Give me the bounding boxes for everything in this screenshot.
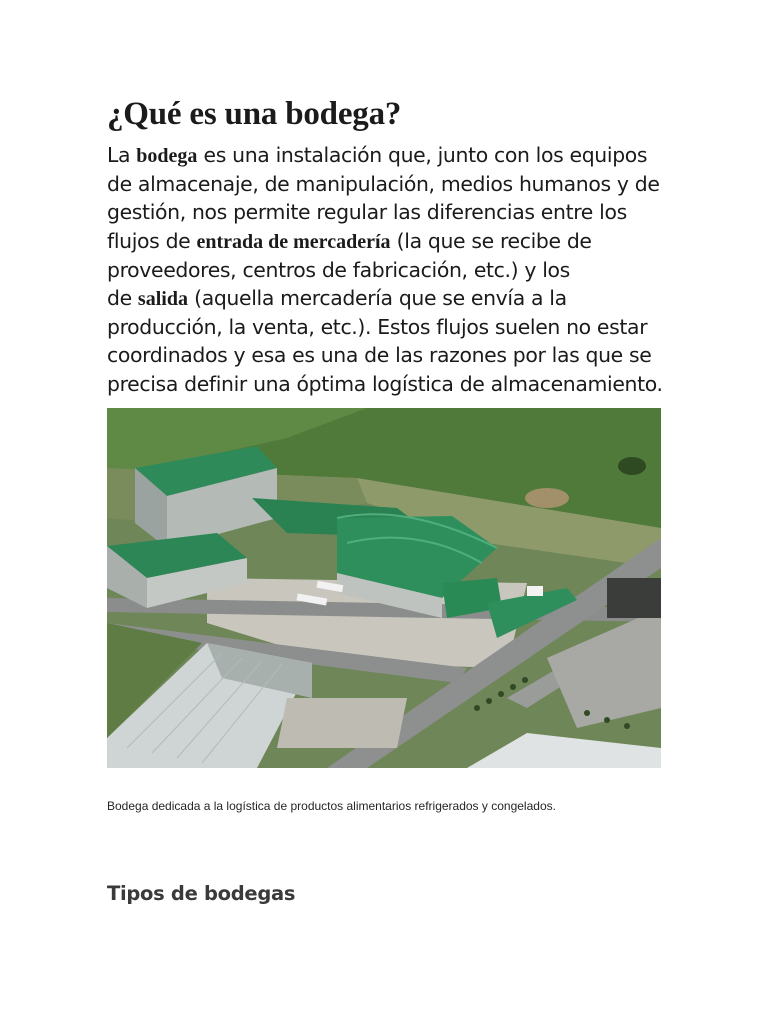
text-run: es una instalación que, junto con los equipos bbox=[197, 143, 648, 167]
page-title: ¿Qué es una bodega? bbox=[107, 96, 402, 132]
text-run: proveedores, centros de fabricación, etc.) y los bbox=[107, 257, 570, 282]
paragraph-line bbox=[107, 284, 667, 313]
paragraph-line bbox=[107, 170, 667, 198]
paragraph-line bbox=[107, 313, 667, 341]
text-run: de almacenaje, de manipulación, medios humanos y de bbox=[107, 172, 660, 197]
warehouse-photo-illustration bbox=[107, 408, 661, 768]
bold-term: entrada de mercadería bbox=[196, 230, 391, 253]
text-run: La bbox=[107, 143, 137, 167]
text-run: de bbox=[107, 286, 138, 311]
paragraph-line bbox=[107, 370, 667, 398]
figure-caption: Bodega dedicada a la logística de productos alimentarios refrigerados y congelados. bbox=[107, 799, 556, 813]
warehouse-aerial-photo bbox=[107, 408, 661, 768]
text-run: flujos de bbox=[107, 228, 197, 253]
text-run: coordinados y esa es una de las razones por las que se bbox=[107, 343, 652, 368]
paragraph-line bbox=[107, 256, 667, 284]
paragraph-line bbox=[107, 341, 667, 369]
bold-term: bodega bbox=[136, 145, 198, 167]
intro-paragraph bbox=[107, 141, 667, 398]
bold-term: salida bbox=[137, 288, 188, 311]
text-run: precisa definir una óptima logística de almacenamiento. bbox=[107, 371, 663, 396]
text-run: gestión, nos permite regular las diferencias entre los bbox=[107, 200, 627, 225]
paragraph-line bbox=[107, 198, 667, 226]
paragraph-line bbox=[107, 141, 667, 170]
section-heading: Tipos de bodegas bbox=[107, 882, 296, 905]
paragraph-line bbox=[107, 227, 667, 256]
text-run: producción, la venta, etc.). Estos flujos suelen no estar bbox=[107, 315, 648, 340]
text-run: (aquella mercadería que se envía a la bbox=[187, 286, 567, 311]
text-run: (la que se recibe de bbox=[390, 228, 592, 253]
